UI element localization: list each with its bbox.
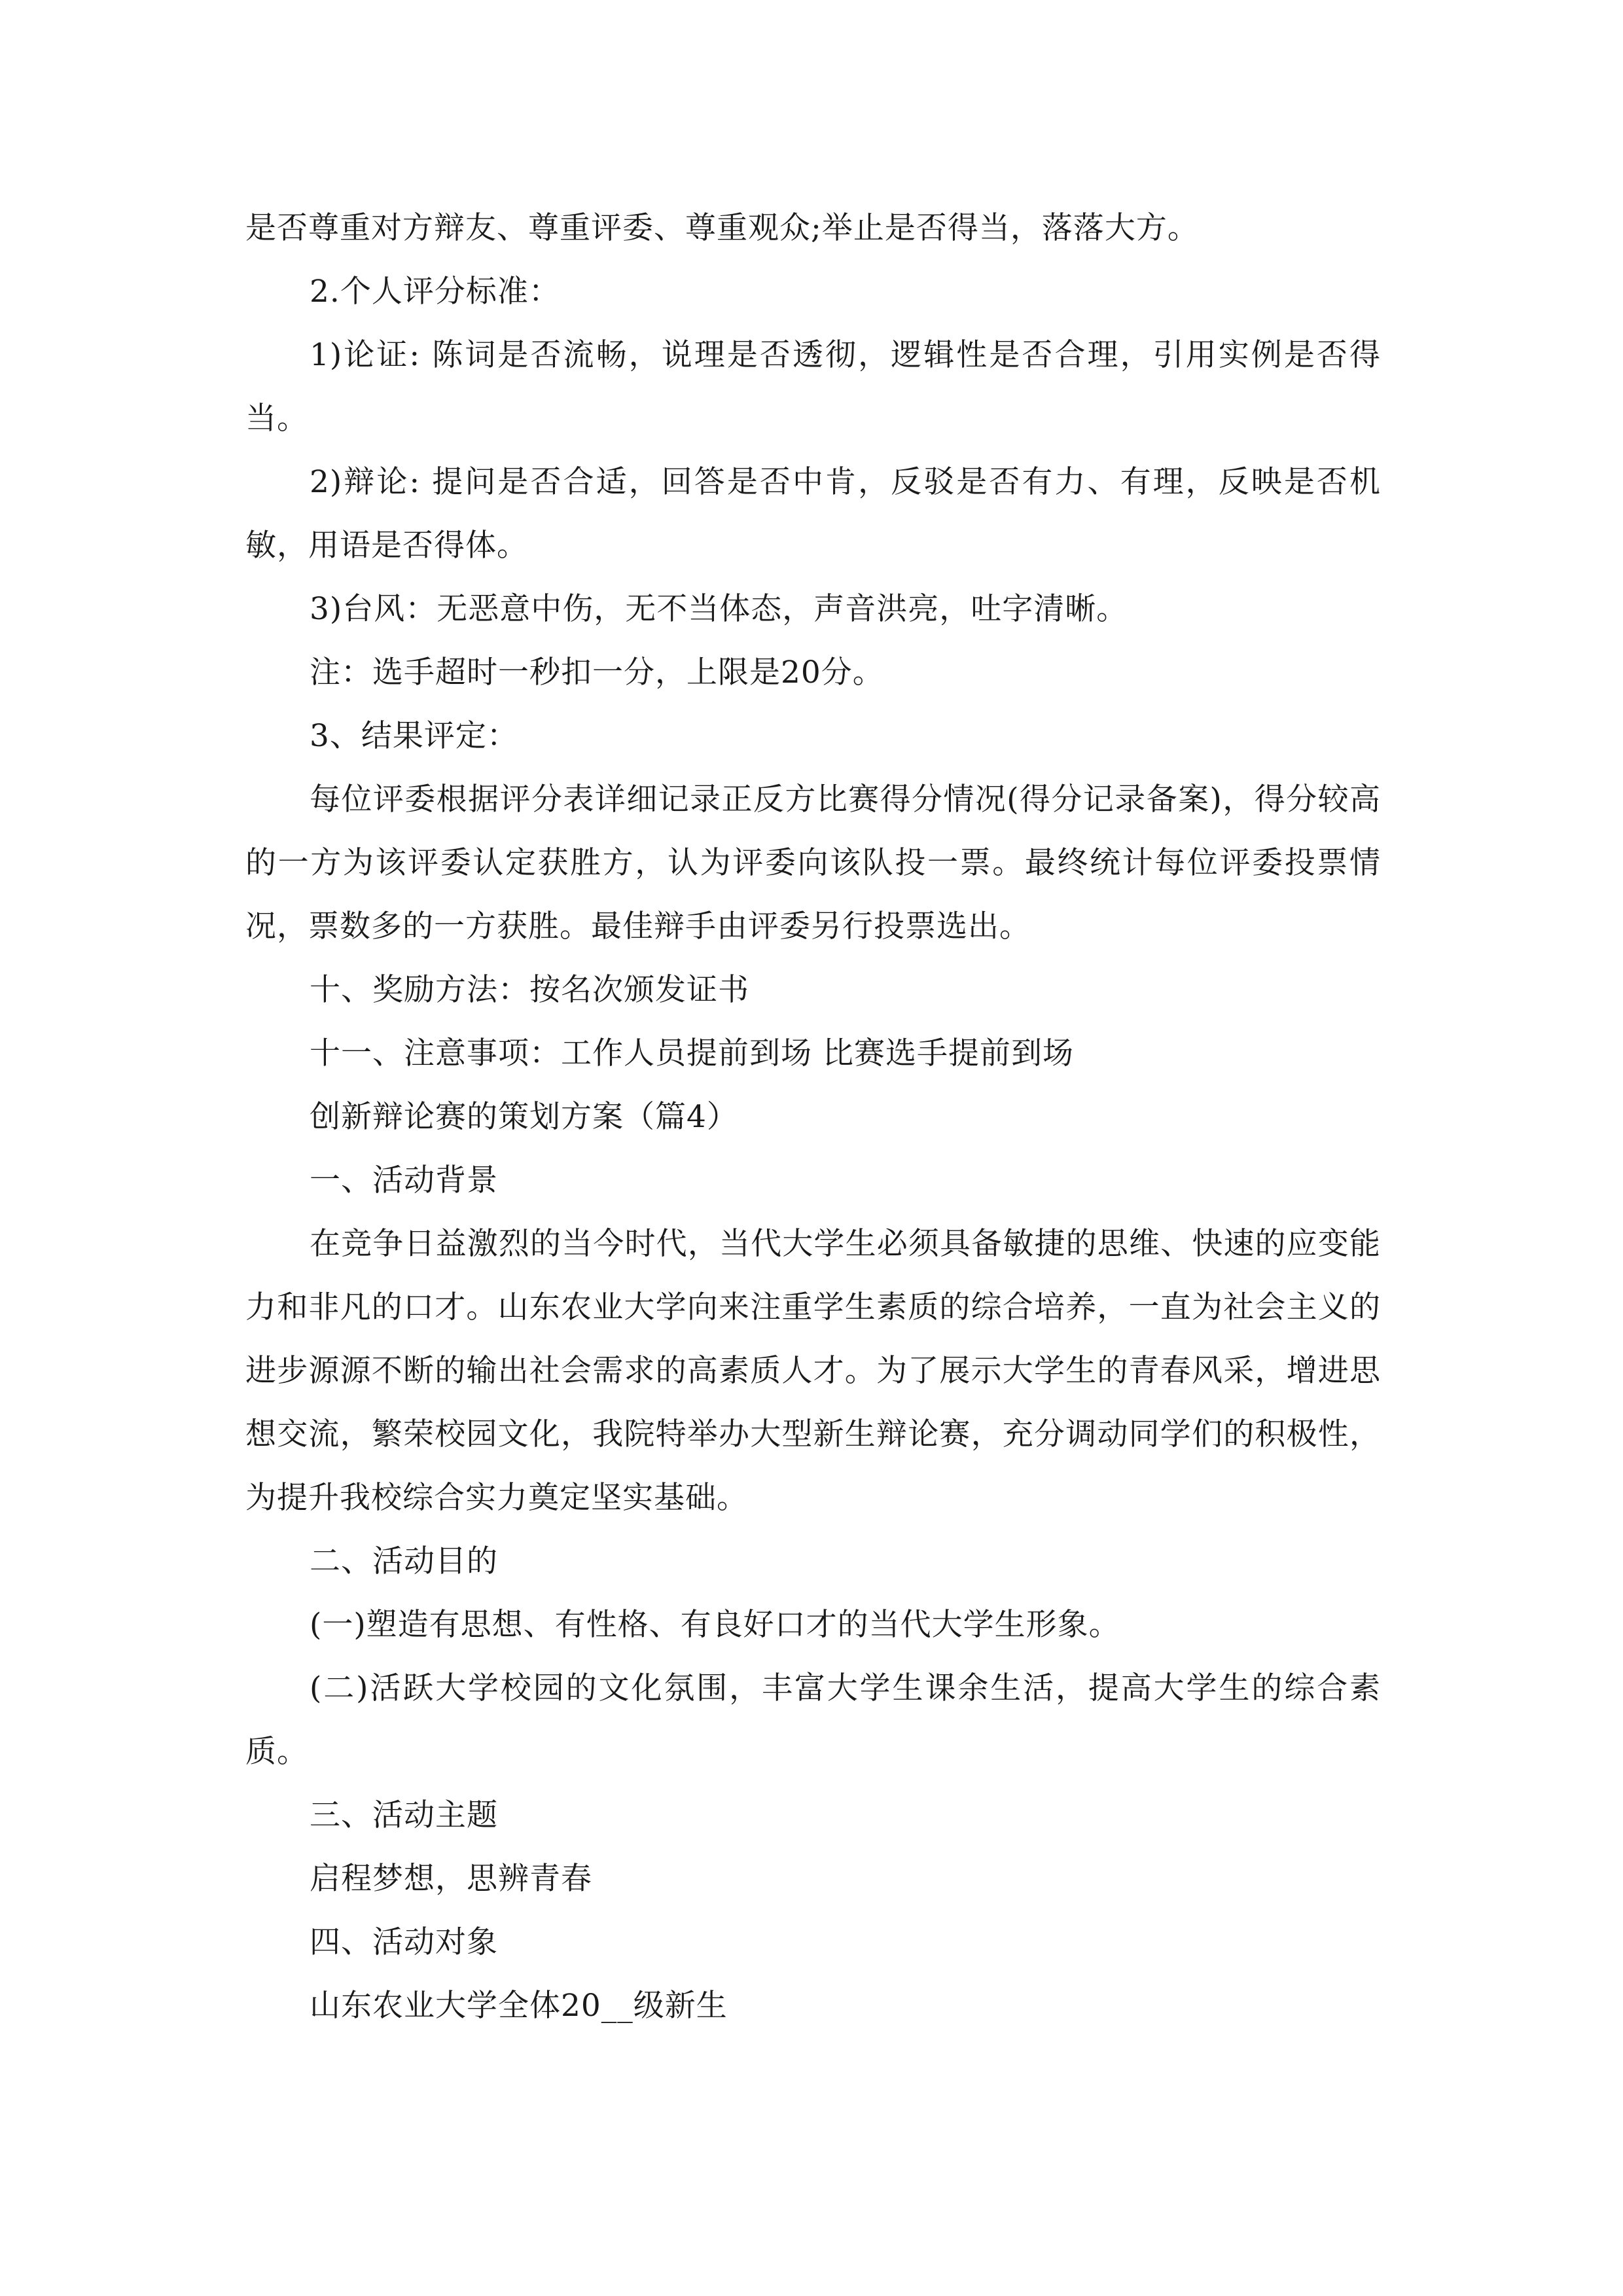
paragraph: 3)台风：无恶意中伤，无不当体态，声音洪亮，吐字清晰。 [310,591,1128,627]
paragraph: 1)论证: 陈词是否流畅，说理是否透彻，逻辑性是否合理，引用实例是否得当。 [245,337,1381,437]
paragraph: 每位评委根据评分表详细记录正反方比赛得分情况(得分记录备案)，得分较高的一方为该评委认定获胜方，认为评委向该队投一票。最终统计每位评委投票情况，票数多的一方获胜。最佳辩手由评委另行投票选出。 [245,781,1381,944]
paragraph: 启程梦想，思辨青春 [310,1861,592,1897]
paragraph: 2)辩论: 提问是否合适，回答是否中肯，反驳是否有力、有理，反映是否机敏，用语是否得体。 [245,464,1381,564]
section-heading: 十一、注意事项：工作人员提前到场 比赛选手提前到场 [310,1035,1074,1071]
section-heading: 三、活动主题 [310,1797,498,1833]
document-body [245,196,1381,2037]
section-heading: 十、奖励方法：按名次颁发证书 [310,972,749,1008]
section-heading: 一、活动背景 [310,1162,498,1198]
paragraph: 是否尊重对方辩友、尊重评委、尊重观众;举止是否得当，落落大方。 [245,210,1199,246]
paragraph: 山东农业大学全体20__级新生 [310,1988,728,2024]
paragraph: 3、结果评定： [310,718,518,754]
article-title: 创新辩论赛的策划方案（篇4） [310,1099,738,1135]
paragraph: (二)活跃大学校园的文化氛围，丰富大学生课余生活，提高大学生的综合素质。 [245,1670,1381,1770]
paragraph: 在竞争日益激烈的当今时代，当代大学生必须具备敏捷的思维、快速的应变能力和非凡的口才。山东农业大学向来注重学生素质的综合培养，一直为社会主义的进步源源不断的输出社会需求的高素质人才。为了展示大学生的青春风采，增进思想交流，繁荣校园文化，我院特举办大型新生辩论赛，充分调动同学们的积极性，为提升我校综合实力奠定坚实基础。 [245,1226,1381,1516]
section-heading: 二、活动目的 [310,1543,498,1579]
section-heading: 四、活动对象 [310,1924,498,1960]
paragraph: (一)塑造有思想、有性格、有良好口才的当代大学生形象。 [310,1607,1120,1643]
paragraph: 注：选手超时一秒扣一分，上限是20分。 [310,655,884,691]
paragraph: 2.个人评分标准： [310,274,560,310]
